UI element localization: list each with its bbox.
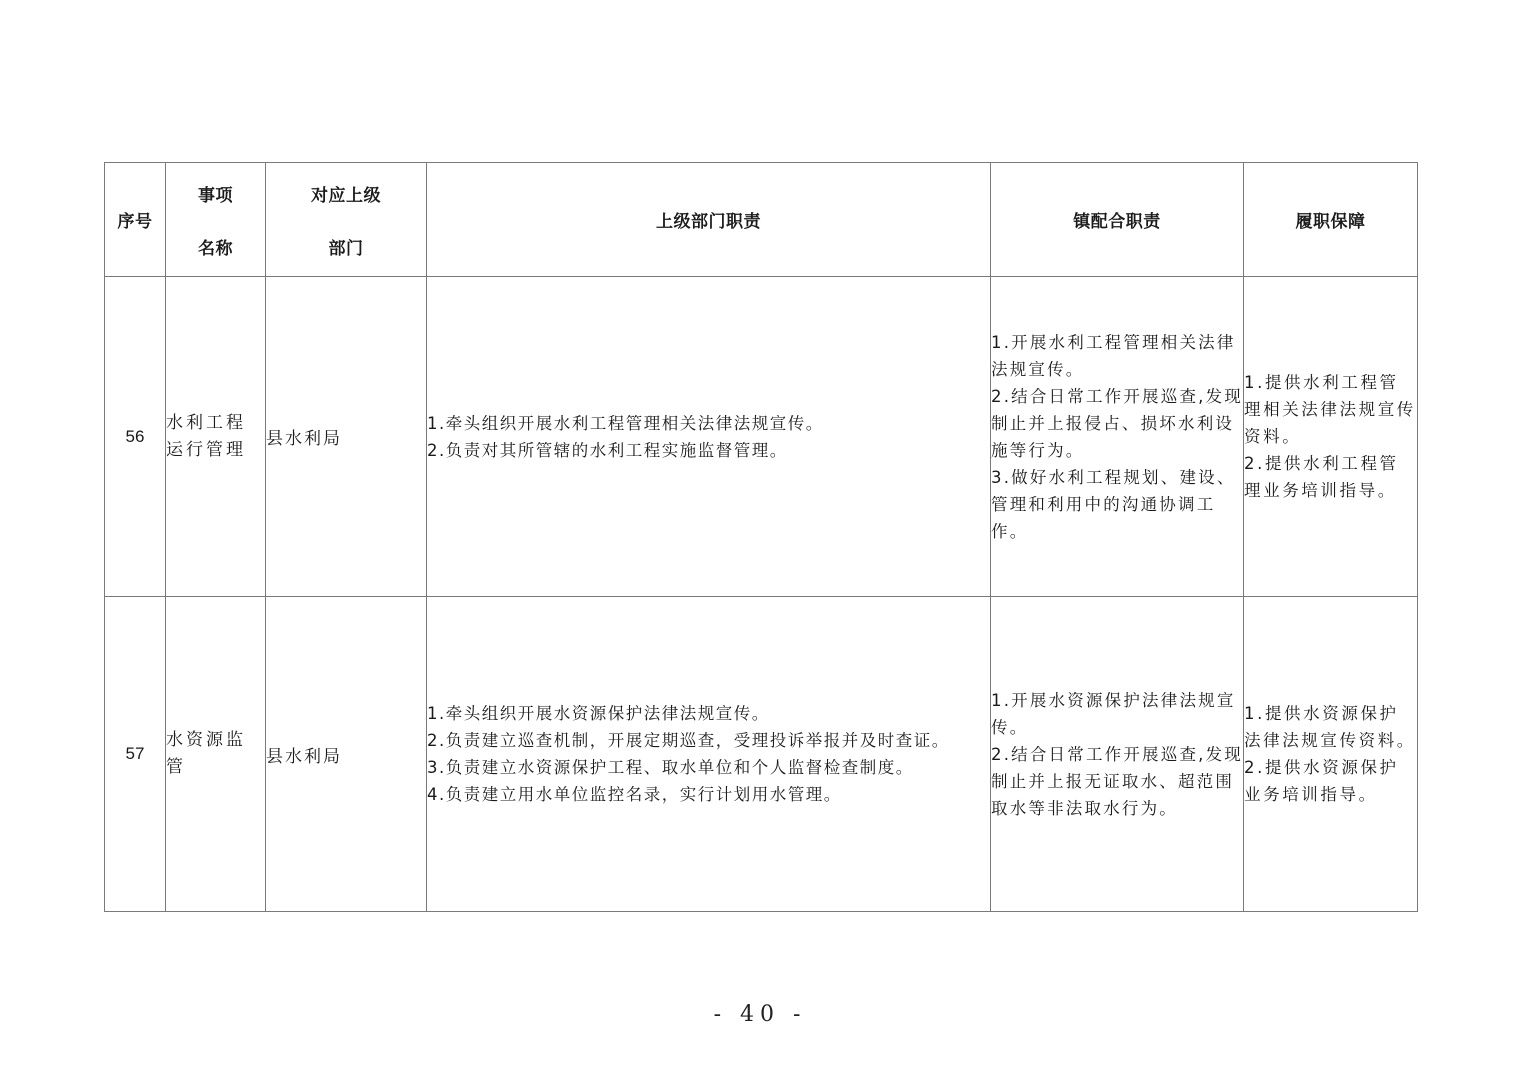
row-seq: 56: [105, 277, 166, 597]
row-upper-dept: 县水利局: [266, 277, 427, 597]
guarantee-line: 1.提供水资源保护法律法规宣传资料。: [1244, 704, 1416, 750]
header-town-coop: 镇配合职责: [991, 163, 1244, 277]
guarantee-line: 2.提供水利工程管理业务培训指导。: [1244, 454, 1399, 500]
town-coop-line: 3.做好水利工程规划、建设、管理和利用中的沟通协调工作。: [991, 467, 1236, 541]
page-number: - 40 -: [713, 1002, 807, 1027]
guarantee-line: 1.提供水利工程管理相关法律法规宣传资料。: [1244, 373, 1416, 446]
header-item-name: 事项 名称: [166, 163, 266, 277]
town-coop-line: 1.开展水资源保护法律法规宣传。: [991, 690, 1236, 737]
row-upper-resp: [427, 597, 991, 912]
table-row: [105, 597, 1418, 912]
table-row: [105, 277, 1418, 597]
town-coop-line: 2.结合日常工作开展巡查,发现制止并上报侵占、损坏水利设施等行为。: [991, 386, 1243, 460]
row-item-name: 水资源监管: [166, 597, 266, 912]
row-guarantee: [1244, 597, 1418, 912]
row-seq: 57: [105, 597, 166, 912]
row-town-coop: [991, 277, 1244, 597]
town-coop-line: 1.开展水利工程管理相关法律法规宣传。: [991, 332, 1236, 379]
upper-resp-line: 3.负责建立水资源保护工程、取水单位和个人监督检查制度。: [427, 758, 914, 777]
duty-table: [104, 162, 1418, 912]
upper-resp-line: 2.负责对其所管辖的水利工程实施监督管理。: [427, 440, 788, 460]
upper-resp-line: 1.牵头组织开展水资源保护法律法规宣传。: [427, 704, 770, 723]
table-header-row: [105, 163, 1418, 277]
guarantee-line: 2.提供水资源保护业务培训指导。: [1244, 758, 1399, 804]
town-coop-line: 2.结合日常工作开展巡查,发现制止并上报无证取水、超范围取水等非法取水行为。: [991, 744, 1243, 818]
upper-resp-line: 4.负责建立用水单位监控名录，实行计划用水管理。: [427, 785, 842, 804]
header-seq: 序号: [105, 163, 166, 277]
upper-resp-line: 2.负责建立巡查机制，开展定期巡查，受理投诉举报并及时查证。: [427, 731, 950, 750]
upper-resp-line: 1.牵头组织开展水利工程管理相关法律法规宣传。: [427, 413, 824, 433]
row-item-name: 水利工程运行管理: [166, 277, 266, 597]
header-guarantee: 履职保障: [1244, 163, 1418, 277]
row-upper-resp: [427, 277, 991, 597]
row-upper-dept: 县水利局: [266, 597, 427, 912]
header-upper-resp: 上级部门职责: [427, 163, 991, 277]
row-guarantee: [1244, 277, 1418, 597]
header-upper-dept: 对应上级 部门: [266, 163, 427, 277]
row-town-coop: [991, 597, 1244, 912]
